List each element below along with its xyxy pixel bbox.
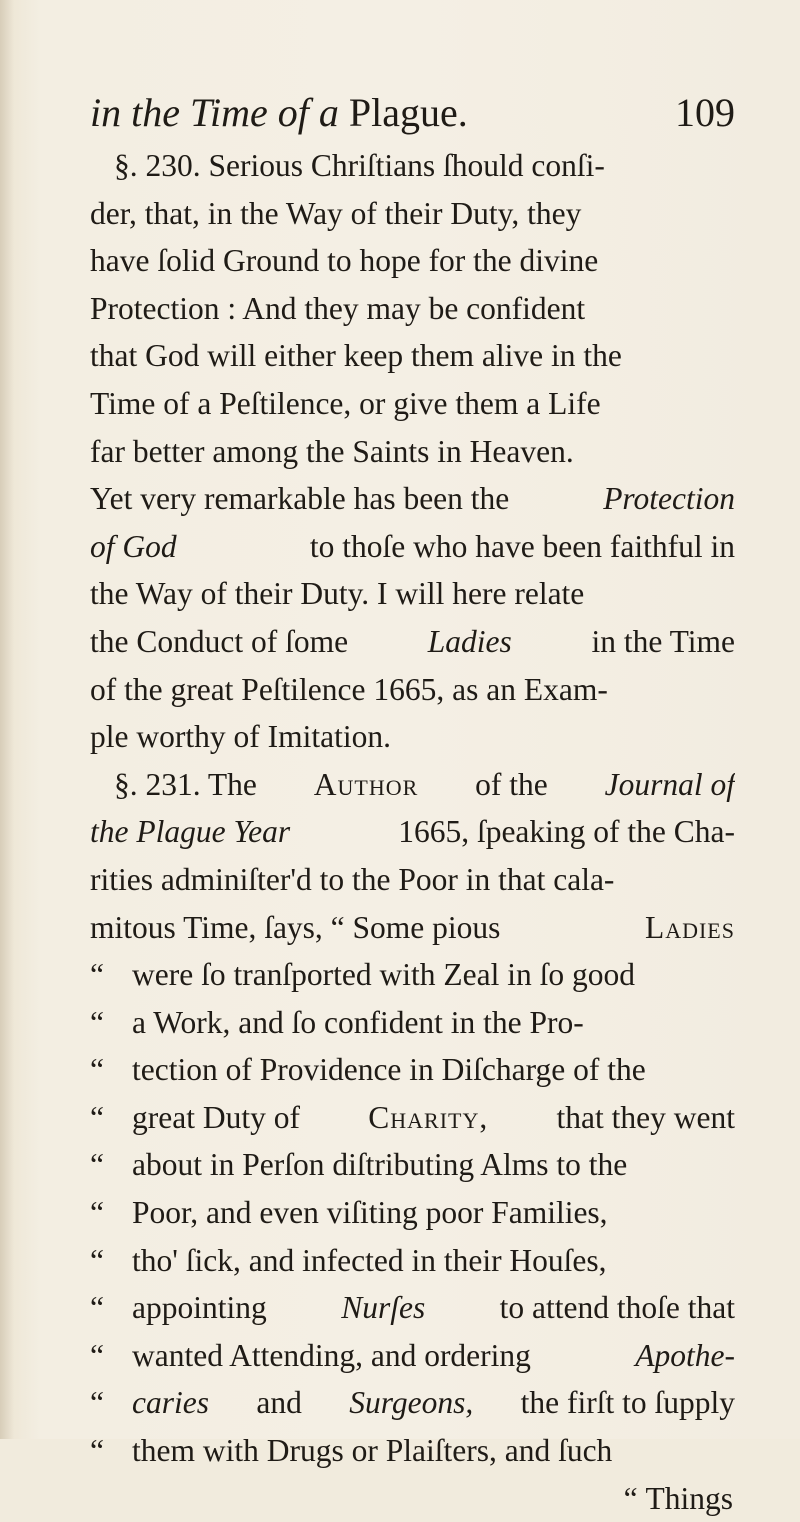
line-text: the Way of their Duty. I will here relate [90, 576, 585, 612]
line-text: Time of a Peſtilence, or give them a Life [90, 385, 601, 421]
line-text: were ſo tranſported with Zeal in ſo good [132, 957, 635, 993]
text-line [90, 761, 735, 809]
line-text: in the Time [591, 623, 735, 659]
text-line [90, 237, 735, 285]
text-line [90, 904, 735, 952]
quote-mark: “ [90, 1242, 104, 1278]
text-line [90, 523, 735, 571]
small-caps-phrase: Ladies [644, 909, 735, 945]
text-line [90, 332, 735, 380]
running-head-roman: Plague. [348, 90, 468, 135]
gutter-shadow [0, 0, 14, 1439]
text-line [90, 1141, 735, 1189]
line-text: great Duty of [132, 1099, 300, 1135]
line-text: the Conduct of ſome [90, 623, 349, 659]
text-line [90, 1094, 735, 1142]
catchword: Things [645, 1480, 733, 1516]
italic-phrase: of God [90, 528, 177, 564]
line-text: to thoſe who have been faithful in [309, 528, 735, 564]
italic-phrase: Journal of [604, 766, 735, 802]
italic-phrase: caries [132, 1385, 209, 1421]
line-text: of the [475, 766, 548, 802]
line-text: appointing [132, 1290, 267, 1326]
catchword-line [90, 1475, 735, 1522]
line-text: §. 230. Serious Chriſtians ſhould conſi- [114, 148, 605, 183]
line-text: about in Perſon diſtributing Alms to the [132, 1147, 628, 1183]
text-line [90, 1427, 735, 1475]
text-line [90, 428, 735, 476]
text-line [90, 1237, 735, 1285]
text-line [90, 713, 735, 761]
italic-phrase: the Plague Year [90, 814, 291, 850]
line-text: have ſolid Ground to hope for the divine [90, 243, 599, 279]
quote-mark: “ [90, 1147, 104, 1183]
small-caps-phrase: Charity, [368, 1099, 489, 1135]
line-text: mitous Time, ſays, “ Some pious [90, 909, 501, 945]
text-line [90, 570, 735, 618]
line-text: Poor, and even viſiting poor Families, [132, 1195, 608, 1231]
text-line [90, 1379, 735, 1427]
italic-phrase: Nurſes [341, 1290, 426, 1326]
line-text: Yet very remarkable has been the [90, 481, 510, 517]
italic-phrase: Protection [603, 481, 735, 517]
text-line [90, 666, 735, 714]
line-text: and [256, 1385, 302, 1421]
line-text: that they went [556, 1099, 735, 1135]
text-line [90, 1332, 735, 1380]
line-text: tection of Providence in Diſcharge of the [132, 1052, 646, 1088]
text-line [90, 285, 735, 333]
text-line [90, 475, 735, 523]
running-head-italic: in the Time of a [90, 90, 339, 135]
line-text: der, that, in the Way of their Duty, they [90, 195, 582, 231]
text-line [90, 1284, 735, 1332]
line-text: the firſt to ſupply [520, 1385, 735, 1421]
text-line [90, 1046, 735, 1094]
italic-phrase: Surgeons, [349, 1385, 474, 1421]
body-text [90, 142, 735, 1522]
text-line [90, 142, 735, 190]
quote-mark: “ [90, 1433, 104, 1469]
italic-phrase: Apothe- [635, 1337, 735, 1373]
line-text: them with Drugs or Plaiſters, and ſuch [132, 1433, 613, 1469]
text-line [90, 1189, 735, 1237]
line-text: wanted Attending, and ordering [132, 1337, 531, 1373]
text-line [90, 190, 735, 238]
quote-mark: “ [90, 1099, 104, 1135]
text-line [90, 856, 735, 904]
quote-mark: “ [90, 1052, 104, 1088]
line-text: §. 231. The [114, 766, 257, 802]
text-line [90, 380, 735, 428]
line-text: rities adminiſter'd to the Poor in that cala- [90, 861, 615, 897]
text-line [90, 618, 735, 666]
page-number: 109 [675, 90, 735, 135]
line-text: to attend thoſe that [499, 1290, 735, 1326]
quote-mark: “ [90, 1385, 104, 1421]
line-text: ple worthy of Imitation. [90, 719, 391, 755]
quote-mark: “ [90, 1004, 104, 1040]
running-head [90, 88, 735, 138]
line-text: Protection : And they may be confident [90, 290, 586, 326]
small-caps-phrase: Author [313, 766, 419, 802]
quote-mark: “ [90, 957, 104, 993]
line-text: far better among the Saints in Heaven. [90, 433, 574, 469]
text-line [90, 808, 735, 856]
line-text: of the great Peſtilence 1665, as an Exam- [90, 671, 608, 707]
italic-phrase: Ladies [427, 623, 512, 659]
text-line [90, 999, 735, 1047]
text-line [90, 951, 735, 999]
line-text: tho' ſick, and infected in their Houſes, [132, 1242, 607, 1278]
quote-mark: “ [90, 1290, 104, 1326]
quote-mark: “ [623, 1480, 638, 1516]
line-text: 1665, ſpeaking of the Cha- [398, 814, 735, 850]
quote-mark: “ [90, 1337, 104, 1373]
line-text: that God will either keep them alive in the [90, 338, 622, 374]
quote-mark: “ [90, 1195, 104, 1231]
line-text: a Work, and ſo confident in the Pro- [132, 1004, 584, 1040]
